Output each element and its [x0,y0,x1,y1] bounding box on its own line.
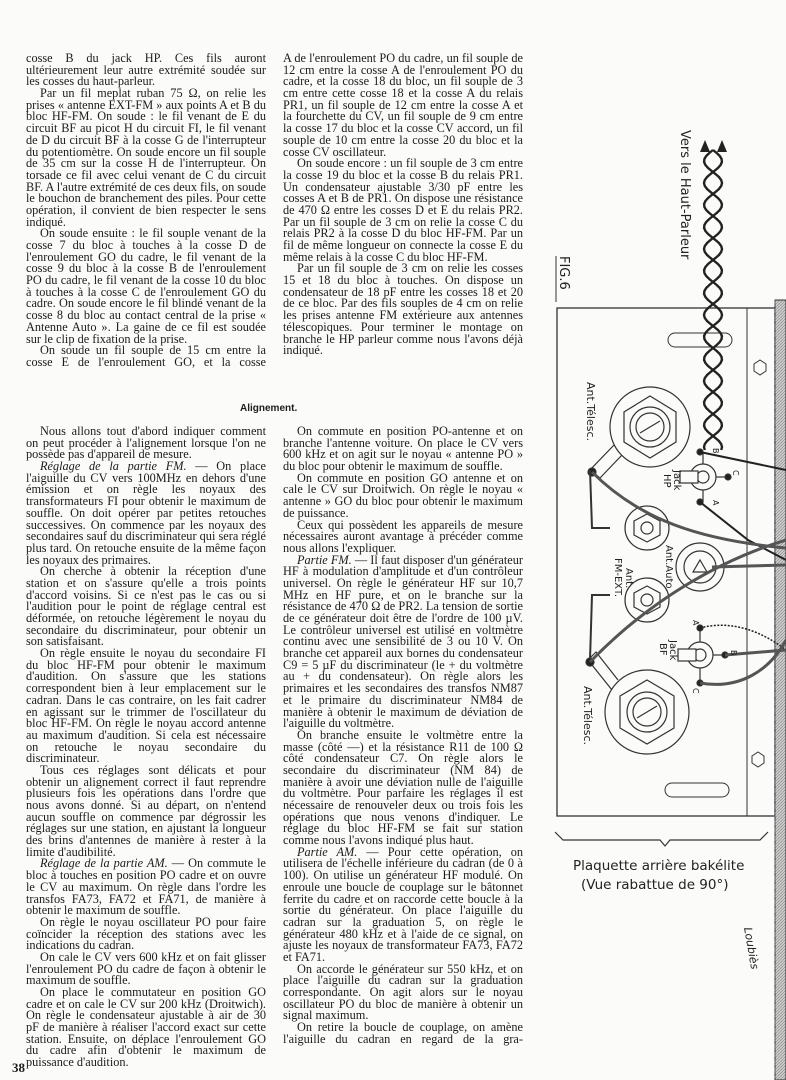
paragraph: On retire la boucle de couplage, on amène l'aiguille du cadran en regard de la gra- [283,1020,523,1046]
column-bottom-right [283,426,523,1045]
paragraph [283,552,524,731]
ant-fm-connector [590,470,669,660]
paragraph: On place le commutateur en position GO cadre et on cale le CV sur 200 kHz (Droitwich). On règle le condensateur ajustable à air de 30 pF de manière à réaliser l'accord exact sur cette station. Ensuite, on déplace l'enroulement GO du cadre afin d'obtenir le maximum de puissance d'audition. [26,985,266,1070]
paragraph: A de l'enroulement PO du cadre, un fil souple de 12 cm entre la cosse A de l'enroulement PO du cadre, et la cosse 18 du bloc, un fil souple de 3 cm entre cette cosse 18 et la cosse A du relais PR1, un fil souple de 12 cm entre la cosse A et la fourchette du CV, un fil souple de 9 cm entre la cosse 17 du bloc et la cosse CV accord, un fil souple de 10 cm entre la cosse 20 du bloc et la cosse CV oscillateur. [283,51,523,159]
ant-fm-ext-label: FM-EXT. [612,558,623,598]
paragraph: On accorde le générateur sur 550 kHz, et on place l'aiguille du cadran sur la graduation correspondante. On agit alors sur le noyau oscillateur PO du bloc de manière à obtenir un signal maximum. [283,961,523,1023]
speaker-label: Vers le Haut-Parleur [677,130,692,260]
column-bottom-left [26,426,266,1069]
ant-telesc-bottom-label: Ant.Télesc. [581,686,594,746]
caption-line-1: Plaquette arrière bakélite [573,858,745,874]
paragraph-lead: Partie AM. [297,844,358,859]
arrow-up-icon [700,140,710,152]
paragraph [26,461,266,566]
paragraph: cosse B du jack HP. Ces fils auront ultérieurement leur autre extrémité soudée sur les cosses du haut-parleur. [26,51,266,89]
paragraph: On cherche à obtenir la réception d'une station et on s'assure qu'elle a trois points d'accord voisins. Si ce n'est pas le cas ou si l'audition pour le point de réglage central est déformée, on retouche légèrement le noyau du secondaire du discriminateur, pour obtenir un son satisfaisant. [26,564,266,649]
paragraph: Tous ces réglages sont délicats et pour obtenir un alignement correct il faut reprendre plusieurs fois les opérations dans l'ordre que nous avons donné. Si au départ, on n'entend aucun souffle on commence par dégrossir les réglages sur une station, en ajustant la longueur des brins d'antennes de manière à rester à la limite d'audibilité. [26,762,266,859]
paragraph: On règle le noyau oscillateur PO pour faire coïncider la réception des stations avec les indications du cadran. [26,914,266,953]
pin-label: B [729,650,738,656]
hex-nut-icon [752,752,764,767]
page-number: 38 [12,1060,25,1075]
pin-label: C [731,470,740,476]
paragraph: Par un fil meplat ruban 75 Ω, on relie les prises « antenne EXT-FM » aux points A et B du bloc HF-FM. On soude : le fil venant de E du circuit BF au picot H du circuit FI, le fil venant de D du circuit BF à la cosse G de l'interrupteur du potentiomètre. On soude encore un fil souple de 35 cm sur la cosse H de l'interrupteur. On torsade ce fil avec celui venant de C du circuit BF. A l'autre extrémité de ces deux fils, on soude le bouchon de branchement des piles. Pour cette opération, il convient de bien respecter le sens indiqué. [26,86,266,229]
paragraph: On soude encore : un fil souple de 3 cm entre la cosse 19 du bloc et la cosse B du relais PR1. Un condensateur ajustable 3/30 pF entre les cosses A et B de PR1. On dispose une résistance de 470 Ω entre les cosses D et E du relais PR2. Par un fil souple de 3 cm on relie la cosse C du relais PR2 à la cosse D du bloc HF-FM. Par un fil de même longueur on connecte la cosse E du même relais à la cosse C du bloc HF-FM. [283,156,523,264]
jack-bf-label: Jack [667,640,678,661]
paragraph-text: — Il faut disposer d'un générateur HF à modulation d'amplitude et d'un contrôleur universel. On règle le générateur HF sur 10,7 MHz en HF pure, et on le branche sur la résistance de 470 Ω de PR2. La tension de sortie de ce générateur doit être de l'ordre de 100 µV. Le contrôleur universel est utilisé en voltmètre continu avec une sensibilité de 3 ou 10 V. On branche cet appareil aux bornes du condensateur C9 = 5 µF du discriminateur (le + du voltmètre au + du condensateur). On règle alors les primaires et les secondaires des transfos NM87 et le primaire du discriminateur NM84 de manière à obtenir le maximum de déviation de l'aiguille du voltmètre. [283,552,524,731]
paragraph-lead: Partie FM. [297,552,352,567]
jack-hp-label: Jack [671,470,682,491]
pin-label: A [711,500,720,506]
ant-telesc-bottom-connector [586,652,689,754]
figure-number: FIG.6 [556,256,571,290]
paragraph-lead: Réglage de la partie FM. [40,459,187,474]
column-top-left [26,53,266,369]
caption-line-2: (Vue rabattue de 90°) [581,877,729,893]
paragraph [283,844,524,964]
pin-label: B [711,448,720,454]
paragraph: On commute en position GO antenne et on cale le CV sur Droitwich. On règle le noyau « antenne » GO du bloc pour obtenir le maximum de puissance. [283,470,523,520]
slot-bottom [665,783,729,797]
paragraph: Par un fil souple de 3 cm on relie les cosses 15 et 18 du bloc à touches. On dispose un condensateur de 18 pF entre les cosses 18 et 20 de ce bloc. Par des fils souples de 4 cm on relie les prises antenne FM extérieure aux antennes télescopiques. Pour terminer le montage on branche le HP parleur comme nous l'avons déjà indiqué. [283,261,523,358]
brace [555,832,768,846]
paragraph: On règle ensuite le noyau du secondaire FI du bloc HF-FM pour obtenir le maximum d'audition. On s'assure que les stations correspondent bien à leur emplacement sur le cadran. Dans le cas contraire, on les fait cadrer en agissant sur le trimmer de l'oscillateur du bloc HF-FM. On règle le noyau accord antenne au maximum d'audition. Si cela est nécessaire on retouche le noyau secondaire du discriminateur. [26,646,266,766]
jack-bf-label: BF [657,643,668,656]
paragraph: On commute en position PO-antenne et on branche l'antenne voiture. On place le CV vers 600 kHz et on agit sur le noyau « antenne PO » du bloc pour obtenir le maximum de souffle. [283,424,523,474]
ant-auto-label: Ant.Auto [663,545,674,589]
paragraph: On branche ensuite le voltmètre entre la masse (côté —) et la résistance R11 de 100 Ω côté condensateur C7. On règle alors le secondaire du discriminateur (NM 84) de manière à avoir une déviation nulle de l'aiguille du voltmètre. Pour parfaire les réglages il est nécessaire de renouveler deux ou trois fois les opérations que nous venons d'indiquer. Le réglage du bloc HF-FM se fait sur station comme nous l'avons indiqué plus haut. [283,727,523,848]
paragraph: On soude un fil souple de 15 cm entre la cosse E de l'enroulement GO, et la cosse [26,343,266,369]
jack-bf-connector [678,625,728,686]
ant-telesc-top-connector [588,387,690,478]
paragraph: Nous allons tout d'abord indiquer comment on peut procéder à l'alignement lorsque l'on ne possède pas d'appareil de mesure. [26,424,266,462]
column-top-right [283,53,523,357]
ant-fm-ext-label: Ant. [623,568,634,589]
pin-label: C [691,688,700,694]
paragraph: Ceux qui possèdent les appareils de mesure nécessaires auront avantage à précéder comme nous allons l'expliquer. [283,517,523,555]
arrow-up-icon [717,140,727,152]
jack-hp-label: HP [661,474,672,488]
pin-label: A [691,620,700,626]
hex-nut-icon [754,360,766,375]
paragraph: On cale le CV vers 600 kHz et on fait glisser l'enroulement PO du cadre de façon à obtenir le maximum de souffle. [26,949,266,988]
section-heading: Alignement. [240,403,298,414]
paragraph [26,858,266,916]
artist-signature: Loubiès [741,926,762,971]
ant-telesc-top-label: Ant.Télesc. [584,382,597,442]
paragraph-text: — Pour cette opération, on utilisera de l'échelle inférieure du cadran (de 0 à 100). On utilise un générateur HF modulé. On enroule une boucle de couplage sur le bâtonnet ferrite du cadre et on raccorde cette boucle à la sortie du générateur. On place l'aiguille du cadran sur la graduation 5, on règle le générateur 480 kHz et à l'aide de ce signal, on ajuste les noyaux de transformateur FA73, FA72 et FA71. [283,844,524,964]
chassis-strip [775,300,786,1080]
paragraph-text: — On commute le bloc à touches en position PO cadre et on ouvre le CV au maximum. On règle dans l'ordre les transfos FA73, FA72 et FA71, de manière à obtenir le maximum de souffle. [26,856,266,918]
paragraph: On soude ensuite : le fil souple venant de la cosse 7 du bloc à touches à la cosse D de l'enroulement GO du cadre, le fil venant de la cosse 9 du bloc à la cosse B de l'enroulement PO du cadre, le fil venant de la cosse 10 du bloc à touches à la cosse C de l'enroulement GO du cadre. On soude encore le fil blindé venant de la cosse 8 du bloc au contact central de la prise « Antenne Auto ». La gaine de ce fil est soudée sur le clip de fixation de la prise. [26,226,266,346]
paragraph-text: — On place l'aiguille du CV vers 100MHz en dehors d'une émission et on règle les noyaux des transformateurs FI pour obtenir le maximum de souffle. On doit opérer par petites retouches successives. On commence par les noyaux des secondaires sauf du discriminateur qui sera réglé plus tard. On retouche ensuite de la même façon les noyaux des primaires. [26,459,266,567]
paragraph-lead: Réglage de la partie AM. [40,856,168,871]
